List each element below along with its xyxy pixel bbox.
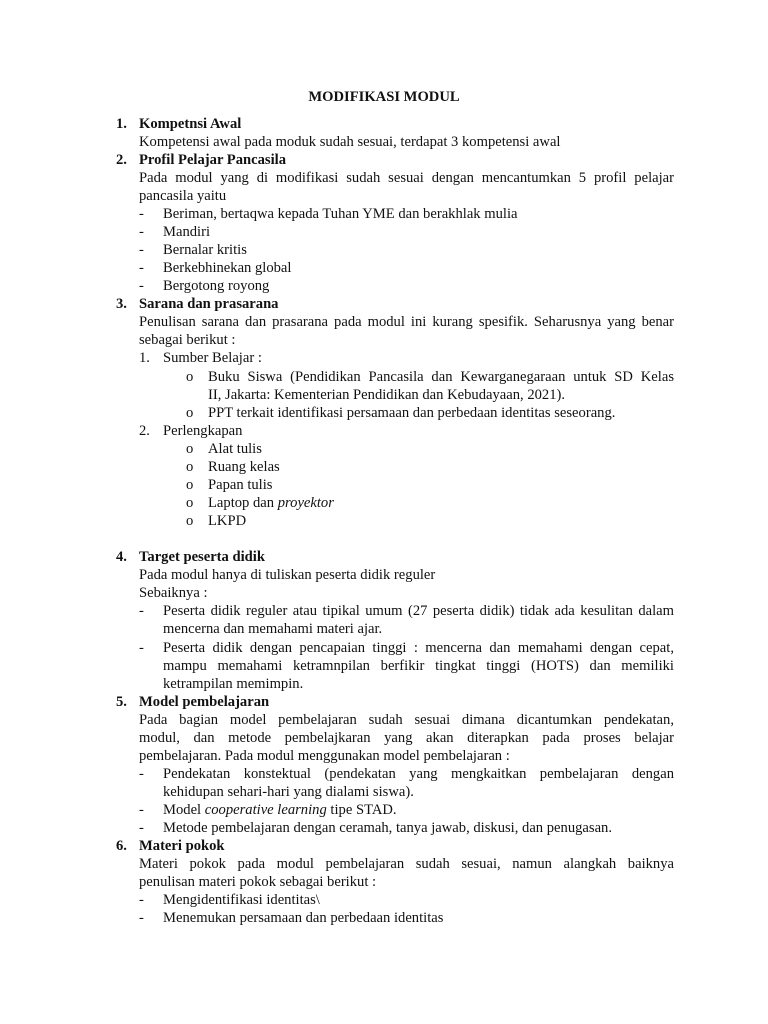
circle-bullet: o bbox=[186, 477, 194, 493]
list-item-continuation: mampu memahami ketramnpilan berfikir tingkat tinggi (HOTS) dan memiliki bbox=[163, 658, 674, 674]
list-item: PPT terkait identifikasi persamaan dan perbedaan identitas seseorang. bbox=[208, 405, 616, 421]
list-item: Bernalar kritis bbox=[163, 242, 247, 258]
section-5-heading: Model pembelajaran bbox=[139, 694, 270, 710]
paragraph-line: sebagai berikut : bbox=[139, 332, 236, 348]
dash-bullet: - bbox=[139, 820, 144, 836]
list-item: Mengidentifikasi identitas\ bbox=[163, 892, 320, 908]
dash-bullet: - bbox=[139, 224, 144, 240]
dash-bullet: - bbox=[139, 640, 144, 656]
section-4-number: 4. bbox=[116, 549, 127, 565]
sub-number: 1. bbox=[139, 350, 150, 366]
list-item: Metode pembelajaran dengan ceramah, tanya jawab, diskusi, dan penugasan. bbox=[163, 820, 612, 836]
dash-bullet: - bbox=[139, 206, 144, 222]
paragraph-line: penulisan materi pokok sebagai berikut : bbox=[139, 874, 377, 890]
sub-heading: Perlengkapan bbox=[163, 423, 243, 439]
list-item bbox=[163, 801, 674, 819]
list-item-text: Laptop dan bbox=[208, 495, 275, 511]
section-2-heading: Profil Pelajar Pancasila bbox=[139, 152, 286, 168]
list-item-text: tipe STAD. bbox=[330, 802, 397, 818]
dash-bullet: - bbox=[139, 766, 144, 782]
list-item-continuation: II, Jakarta: Kementerian Pendidikan dan Kebudayaan, 2021). bbox=[208, 387, 566, 403]
list-item: Papan tulis bbox=[208, 477, 273, 493]
paragraph-line: Pada bagian model pembelajaran sudah sesuai dimana dicantumkan pendekatan, bbox=[139, 712, 674, 728]
dash-bullet: - bbox=[139, 242, 144, 258]
list-item: Peserta didik dengan pencapaian tinggi : mencerna dan memahami dengan cepat, bbox=[163, 640, 674, 656]
list-item: Menemukan persamaan dan perbedaan identitas bbox=[163, 910, 444, 926]
circle-bullet: o bbox=[186, 369, 194, 385]
list-item: Berkebhinekan global bbox=[163, 260, 292, 276]
paragraph-line: Sebaiknya : bbox=[139, 585, 208, 601]
section-5-number: 5. bbox=[116, 694, 127, 710]
paragraph-line: Penulisan sarana dan prasarana pada modul ini kurang spesifik. Seharusnya yang benar bbox=[139, 314, 674, 330]
section-3-number: 3. bbox=[116, 296, 127, 312]
section-6-heading: Materi pokok bbox=[139, 838, 225, 854]
paragraph-line: Pada modul hanya di tuliskan peserta didik reguler bbox=[139, 567, 436, 583]
list-item: Mandiri bbox=[163, 224, 211, 240]
paragraph-line: Materi pokok pada modul pembelajaran sudah sesuai, namun alangkah baiknya bbox=[139, 856, 674, 872]
sub-heading: Sumber Belajar : bbox=[163, 350, 262, 366]
list-item bbox=[208, 494, 674, 512]
dash-bullet: - bbox=[139, 892, 144, 908]
document-title: MODIFIKASI MODUL bbox=[308, 89, 460, 105]
paragraph-line: pembelajaran. Pada modul menggunakan model pembelajaran : bbox=[139, 748, 510, 764]
paragraph-line: pancasila yaitu bbox=[139, 188, 227, 204]
sub-number: 2. bbox=[139, 423, 150, 439]
list-item: LKPD bbox=[208, 513, 247, 529]
list-item: Buku Siswa (Pendidikan Pancasila dan Kewarganegaraan untuk SD Kelas bbox=[208, 369, 674, 385]
section-1-heading: Kompetnsi Awal bbox=[139, 116, 242, 132]
dash-bullet: - bbox=[139, 603, 144, 619]
list-item: Beriman, bertaqwa kepada Tuhan YME dan berakhlak mulia bbox=[163, 206, 518, 222]
circle-bullet: o bbox=[186, 495, 194, 511]
list-item-continuation: mencerna dan memahami materi ajar. bbox=[163, 621, 383, 637]
dash-bullet: - bbox=[139, 278, 144, 294]
italic-term: proyektor bbox=[277, 495, 334, 511]
paragraph-line: Kompetensi awal pada moduk sudah sesuai, terdapat 3 kompetensi awal bbox=[139, 134, 561, 150]
list-item: Ruang kelas bbox=[208, 459, 280, 475]
section-6-number: 6. bbox=[116, 838, 127, 854]
dash-bullet: - bbox=[139, 260, 144, 276]
circle-bullet: o bbox=[186, 405, 194, 421]
dash-bullet: - bbox=[139, 802, 144, 818]
section-3-heading: Sarana dan prasarana bbox=[139, 296, 279, 312]
paragraph-line: Pada modul yang di modifikasi sudah sesuai dengan mencantumkan 5 profil pelajar bbox=[139, 170, 674, 186]
section-1-number: 1. bbox=[116, 116, 127, 132]
list-item: Alat tulis bbox=[208, 441, 262, 457]
list-item: Bergotong royong bbox=[163, 278, 270, 294]
circle-bullet: o bbox=[186, 513, 194, 529]
circle-bullet: o bbox=[186, 441, 194, 457]
section-2-number: 2. bbox=[116, 152, 127, 168]
circle-bullet: o bbox=[186, 459, 194, 475]
list-item-continuation: ketrampilan memimpin. bbox=[163, 676, 304, 692]
dash-bullet: - bbox=[139, 910, 144, 926]
section-4-heading: Target peserta didik bbox=[139, 549, 265, 565]
paragraph-line: modul, dan metode pembelajkaran yang akan diterapkan pada proses belajar bbox=[139, 730, 674, 746]
list-item-text: Model bbox=[163, 802, 202, 818]
list-item-continuation: kehidupan sehari-hari yang dialami siswa). bbox=[163, 784, 414, 800]
list-item: Pendekatan konstektual (pendekatan yang mengkaitkan pembelajaran dengan bbox=[163, 766, 674, 782]
italic-term: cooperative learning bbox=[204, 802, 327, 818]
list-item: Peserta didik reguler atau tipikal umum (27 peserta didik) tidak ada kesulitan dalam bbox=[163, 603, 674, 619]
